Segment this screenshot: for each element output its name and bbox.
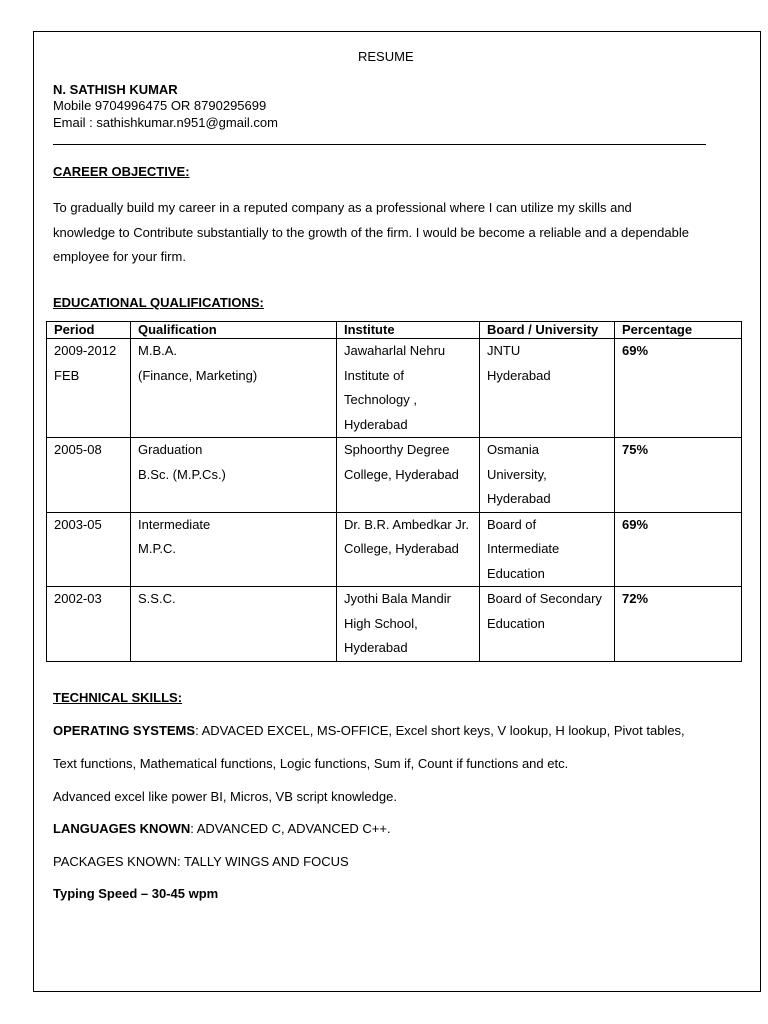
typing-speed-line: Typing Speed – 30-45 wpm	[53, 886, 219, 901]
column-header: Institute	[337, 322, 480, 339]
table-cell-institute	[337, 339, 480, 438]
cell-line: S.S.C.	[138, 591, 176, 606]
table-cell-qualification	[131, 339, 337, 438]
table-cell-qualification	[131, 587, 337, 662]
header-divider	[53, 144, 706, 145]
cell-line: Osmania	[487, 442, 540, 457]
technical-skills-heading: TECHNICAL SKILLS:	[53, 690, 183, 705]
column-header: Period	[47, 322, 131, 339]
table-cell-board	[480, 512, 615, 587]
table-cell-percentage: 69%	[615, 512, 742, 587]
skills-line-advanced-excel: Advanced excel like power BI, Micros, VB script knowledge.	[53, 789, 397, 804]
cell-line: Sphoorthy Degree	[344, 442, 450, 457]
table-cell-board	[480, 438, 615, 513]
table-row	[47, 512, 742, 587]
cell-line: Institute of	[344, 367, 404, 383]
table-cell-board	[480, 339, 615, 438]
table-cell-period	[47, 587, 131, 662]
languages-known-text: : ADVANCED C, ADVANCED C++.	[190, 821, 391, 836]
cell-line: Education	[487, 565, 545, 581]
packages-known-line: PACKAGES KNOWN: TALLY WINGS AND FOCUS	[53, 854, 349, 869]
table-row	[47, 339, 742, 438]
mobile-line: Mobile 9704996475 OR 8790295699	[53, 98, 267, 113]
table-cell-period	[47, 339, 131, 438]
cell-line: M.P.C.	[138, 541, 177, 556]
cell-line: 2002-03	[54, 591, 102, 606]
cell-line: Intermediate	[487, 541, 560, 556]
table-cell-institute	[337, 438, 480, 513]
languages-known-label: LANGUAGES KNOWN	[53, 821, 191, 836]
table-cell-institute	[337, 512, 480, 587]
cell-line: B.Sc. (M.P.Cs.)	[138, 466, 226, 482]
candidate-name: N. SATHISH KUMAR	[53, 82, 178, 97]
column-header: Qualification	[131, 322, 337, 339]
cell-line: Graduation	[138, 442, 203, 457]
document-title: RESUME	[358, 49, 414, 64]
cell-line: 2005-08	[54, 442, 102, 457]
table-cell-percentage: 69%	[615, 339, 742, 438]
cell-line: Hyderabad	[487, 491, 551, 506]
table-cell-qualification	[131, 512, 337, 587]
table-row	[47, 587, 742, 662]
cell-line: Hyderabad	[344, 640, 408, 655]
cell-line: FEB	[54, 367, 80, 383]
operating-systems-text: : ADVACED EXCEL, MS-OFFICE, Excel short keys, V lookup, H lookup, Pivot tables,	[195, 723, 685, 738]
table-row	[47, 438, 742, 513]
career-objective-heading: CAREER OBJECTIVE:	[53, 164, 190, 179]
table-cell-institute	[337, 587, 480, 662]
operating-systems-line	[53, 723, 685, 738]
cell-line: M.B.A.	[138, 343, 178, 358]
cell-line: Dr. B.R. Ambedkar Jr.	[344, 516, 469, 532]
cell-line: 2009-2012	[54, 343, 117, 358]
table-cell-qualification	[131, 438, 337, 513]
cell-line: Board of	[487, 516, 537, 532]
cell-line: Intermediate	[138, 516, 211, 532]
cell-line: Board of Secondary	[487, 591, 602, 606]
column-header: Percentage	[615, 322, 742, 339]
education-heading: EDUCATIONAL QUALIFICATIONS:	[53, 295, 264, 310]
operating-systems-label: OPERATING SYSTEMS	[53, 723, 196, 738]
cell-line: University,	[487, 466, 547, 482]
email-line: Email : sathishkumar.n951@gmail.com	[53, 115, 278, 130]
languages-known-line	[53, 821, 391, 836]
cell-line: College, Hyderabad	[344, 466, 459, 482]
column-header: Board / University	[480, 322, 615, 339]
cell-line: College, Hyderabad	[344, 541, 459, 556]
table-cell-percentage: 75%	[615, 438, 742, 513]
table-cell-percentage: 72%	[615, 587, 742, 662]
table-cell-board	[480, 587, 615, 662]
cell-line: Education	[487, 615, 545, 631]
education-table	[46, 321, 742, 662]
cell-line: Technology ,	[344, 392, 417, 407]
table-cell-period	[47, 512, 131, 587]
cell-line: Jawaharlal Nehru	[344, 343, 446, 358]
cell-line: Jyothi Bala Mandir	[344, 591, 451, 606]
skills-line-functions: Text functions, Mathematical functions, Logic functions, Sum if, Count if functions and etc.	[53, 756, 569, 771]
table-cell-period	[47, 438, 131, 513]
cell-line: (Finance, Marketing)	[138, 367, 258, 383]
cell-line: Hyderabad	[487, 367, 551, 383]
cell-line: Hyderabad	[344, 416, 408, 432]
cell-line: 2003-05	[54, 516, 102, 532]
career-objective-text: To gradually build my career in a reputed company as a professional where I can utilize my skills and knowledge to Contribute substantially to the growth of the firm. I would be become a reliable and a dependable employee for your firm.	[53, 200, 689, 264]
cell-line: High School,	[344, 615, 418, 631]
cell-line: JNTU	[487, 343, 521, 358]
table-header-row	[47, 322, 742, 339]
